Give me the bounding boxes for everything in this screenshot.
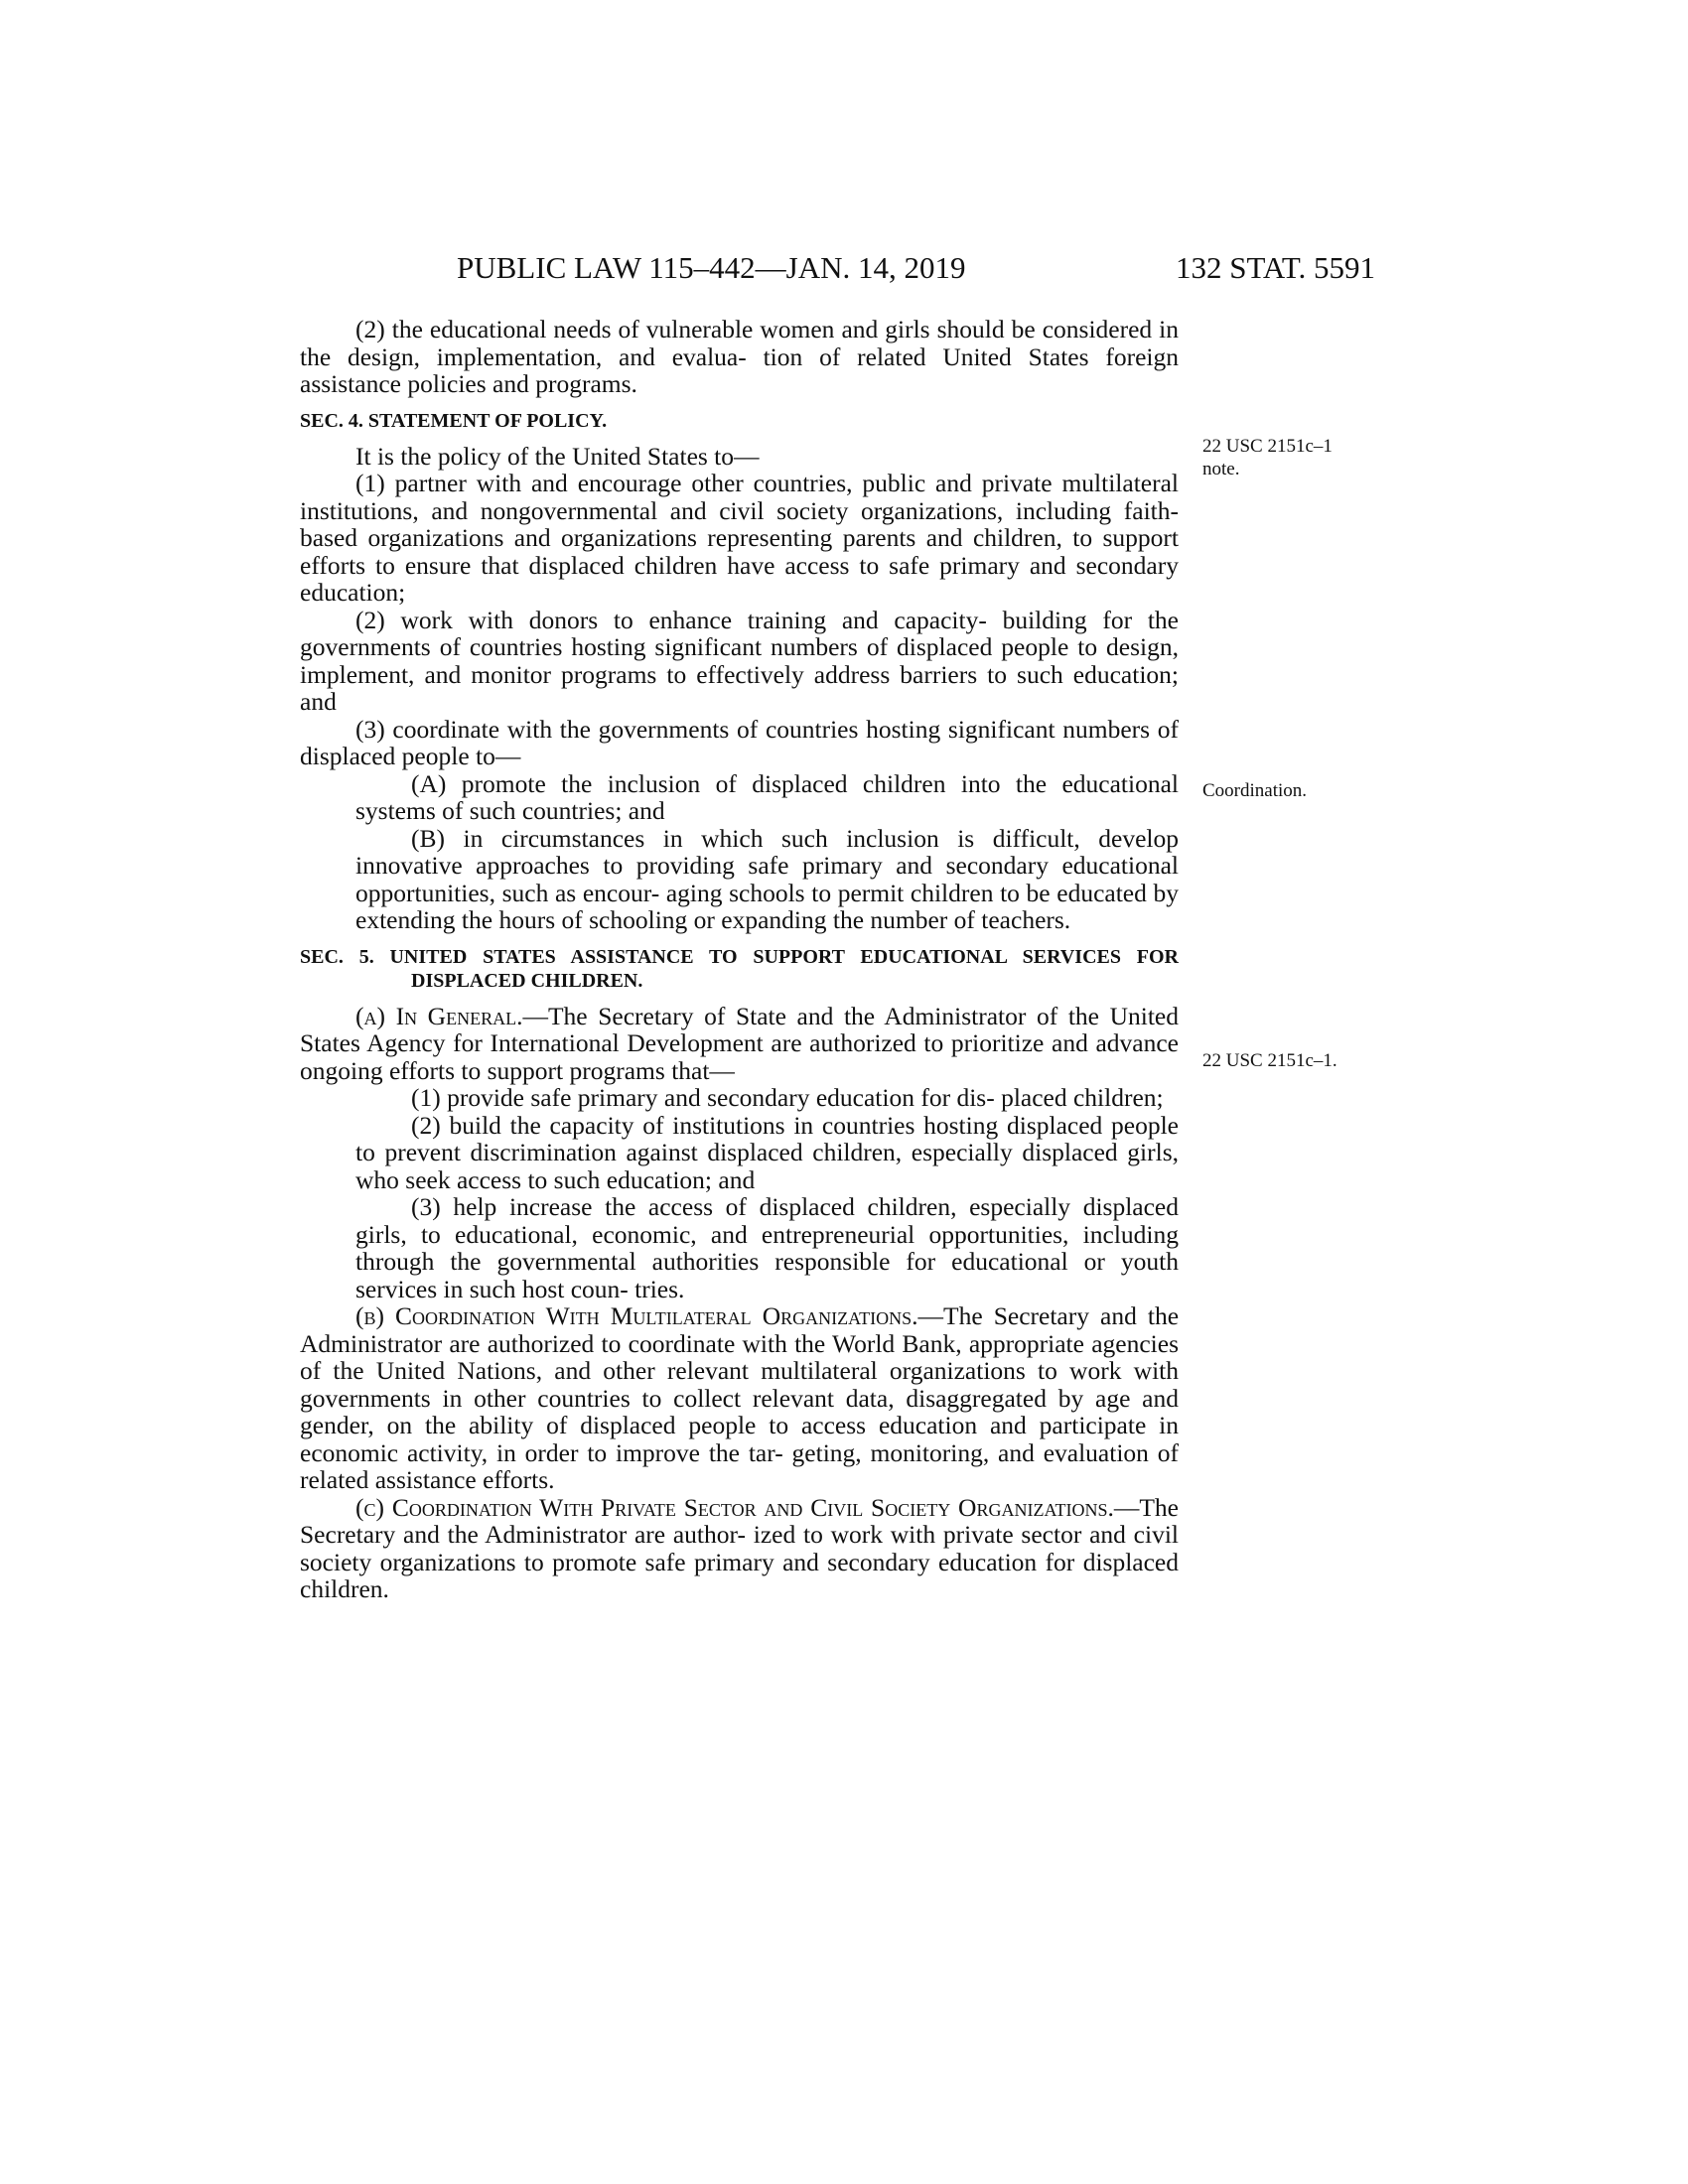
sec5-c-text: —The Secretary and the Administrator are author- ized to work with private sector and civil society organizations to promote safe primary and secondary education for displaced children. xyxy=(300,1492,1179,1603)
sec4-item3: (3) coordinate with the governments of countries hosting significant numbers of displaced people to— xyxy=(300,714,1179,770)
sec5-heading: SEC. 5. UNITED STATES ASSISTANCE TO SUPPORT EDUCATIONAL SERVICES FOR DISPLACED CHILDREN. xyxy=(300,945,1179,992)
sec5-a-label: (a) In General. xyxy=(355,1001,523,1030)
sec4-heading: SEC. 4. STATEMENT OF POLICY. xyxy=(300,409,608,432)
sec5-a2: (2) build the capacity of institutions in countries hosting displaced people to prevent discrimination against displaced children, especially displaced girls, who seek access to such education; and xyxy=(355,1110,1179,1194)
sec5-a xyxy=(300,1003,1179,1085)
header-stat-page: 132 STAT. 5591 xyxy=(1175,250,1375,285)
paragraph-sec3-item2: (2) the educational needs of vulnerable women and girls should be considered in the design, implementation, and evalua- tion of related United States foreign assistance policies and programs. xyxy=(300,315,1179,398)
header-public-law: PUBLIC LAW 115–442—JAN. 14, 2019 xyxy=(457,250,966,285)
margin-note-usc: 22 USC 2151c–1. xyxy=(1202,1050,1337,1071)
sec5-b xyxy=(300,1302,1179,1494)
document-body xyxy=(300,316,1179,1603)
sec5-c-label: (c) Coordination With Private Sector and Civil Society Organizations. xyxy=(355,1492,1114,1522)
sec4-item3A: (A) promote the inclusion of displaced children into the educational systems of such countries; and xyxy=(355,768,1179,825)
sec4-item2: (2) work with donors to enhance training and capacity- building for the governments of countries hosting significant numbers of displaced people to design, implement, and monitor programs to effectively address barriers to such education; and xyxy=(300,605,1179,716)
margin-note-coordination: Coordination. xyxy=(1202,780,1308,801)
margin-note-usc-note: 22 USC 2151c–1 note. xyxy=(1202,436,1333,479)
sec5-a3: (3) help increase the access of displaced children, especially displaced girls, to educational, economic, and entrepreneurial opportunities, including through the governmental authorities responsible for educational or youth services in such host coun- tries. xyxy=(355,1192,1179,1303)
sec5-a-text: —The Secretary of State and the Administrator of the United States Agency for International Development are authorized to prioritize and advance ongoing efforts to support programs that— xyxy=(300,1001,1179,1085)
sec4-item3B: (B) in circumstances in which such inclusion is difficult, develop innovative approaches to providing safe primary and secondary educational opportunities, such as encour- aging schools to permit children to be educated by extending the hours of schooling or expanding the number of teachers. xyxy=(355,823,1179,934)
sec5-b-text: —The Secretary and the Administrator are authorized to coordinate with the World Bank, appropriate agencies of the United Nations, and other relevant multilateral organizations to work with governments in other countries to collect relevant data, disaggregated by age and gender, on the ability of displaced people to access education and participate in economic activity, in order to improve the tar- geting, monitoring, and evaluation of related assistance efforts. xyxy=(300,1301,1180,1494)
sec5-b-label: (b) Coordination With Multilateral Organizations. xyxy=(355,1301,918,1330)
sec4-intro: It is the policy of the United States to— xyxy=(355,441,760,471)
sec5-a1: (1) provide safe primary and secondary education for dis- placed children; xyxy=(411,1083,1164,1112)
sec4-item1: (1) partner with and encourage other countries, public and private multilateral institutions, and nongovernmental and civil society organizations, including faith-based organizations and organizations representing parents and children, to support efforts to ensure that displaced children have access to safe primary and secondary education; xyxy=(300,469,1179,607)
sec5-c xyxy=(300,1494,1179,1603)
